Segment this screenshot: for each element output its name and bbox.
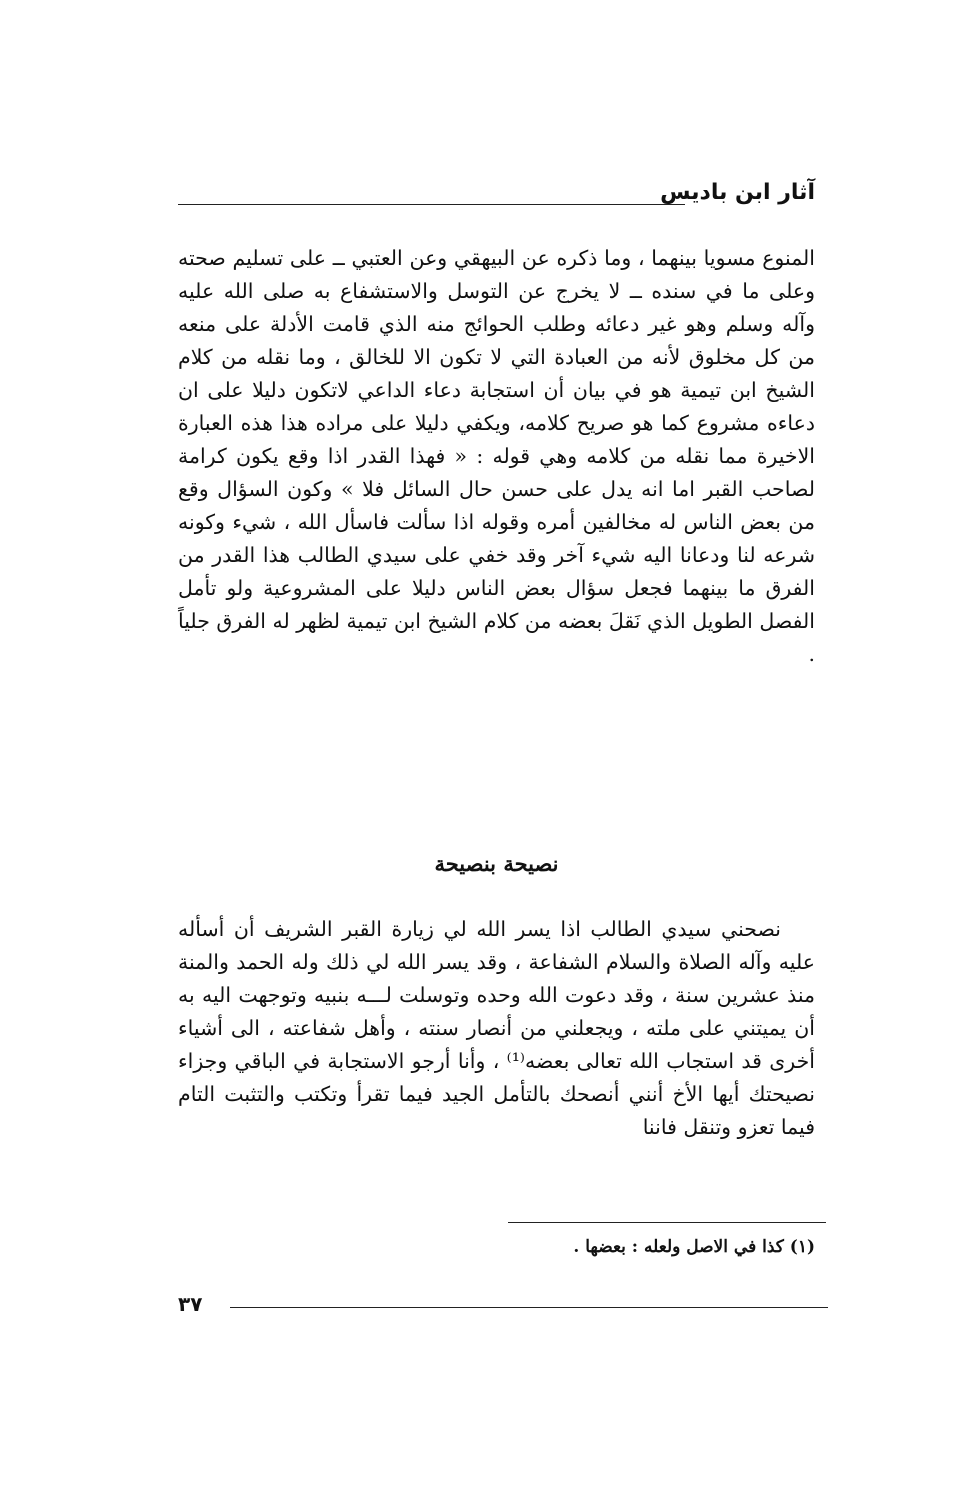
body-paragraph-2: نصحني سيدي الطالب اذا يسر الله لي زيارة القبر الشريف أن أسأله عليه وآله الصلاة والسلام الشفاعة ، وقد يسر الله لي ذلك وله الحمد والمنة منذ عشرين سنة ، وقد دعوت الله وحده وتوسلت لـــه بنبيه وتوجهت اليه به أن يميتني على ملته ، ويجعلني من أنصار سنته ، وأهل شفاعته ، الى أشياء أخرى قد استجاب الله تعالى بعضه⁽¹⁾ ، وأنا أرجو الاستجابة في الباقي وجزاء نصيحتك أيها الأخ أنني أنصحك بالتأمل الجيد فيما تقرأ وتكتب والتثبت التام فيما تعزو وتنقل فاننا: [178, 917, 815, 1139]
footer-rule: [230, 1307, 828, 1308]
footnote: (١) كذا في الاصل ولعله : بعضها .: [573, 1237, 815, 1257]
body-paragraph-1: المنوع مسويا بينهما ، وما ذكره عن البيهقي وعن العتبي ــ على تسليم صحته وعلى ما في سنده ــ لا يخرج عن التوسل والاستشفاع به صلى الله عليه وآله وسلم وهو غير دعائه وطلب الحوائج منه الذي قامت الأدلة على منعه من كل مخلوق لأنه من العبادة التي لا تكون الا للخالق ، وما نقله من كلام الشيخ ابن تيمية هو في بيان أن استجابة دعاء الداعي لاتكون دليلا على ان دعاءه مشروع كما هو صريح كلامه، ويكفي دليلا على مراده هذا هذه العبارة الاخيرة مما نقله من كلامه وهي قوله : « فهذا القدر اذا وقع يكون كرامة لصاحب القبر اما انه يدل على حسن حال السائل فلا » وكون السؤال وقع من بعض الناس له مخالفين أمره وقوله اذا سألت فاسأل الله ، شيء وكونه شرعه لنا ودعانا اليه شيء آخر وقد خفي على سيدي الطالب هذا القدر من الفرق ما بينهما فجعل سؤال بعض الناس دليلا على المشروعية ولو تأمل الفصل الطويل الذي نَقلَ بعضه من كلام الشيخ ابن تيمية لظهر له الفرق جلياً .: [178, 246, 815, 666]
running-title: آثار ابن باديس: [660, 180, 815, 205]
header-rule: [178, 204, 685, 205]
page-number: ٣٧: [178, 1292, 203, 1316]
page-footer: [178, 1290, 828, 1320]
footnote-rule: [508, 1222, 826, 1223]
section-heading: نصيحة بنصيحة: [434, 851, 559, 876]
page-header: [178, 178, 815, 218]
